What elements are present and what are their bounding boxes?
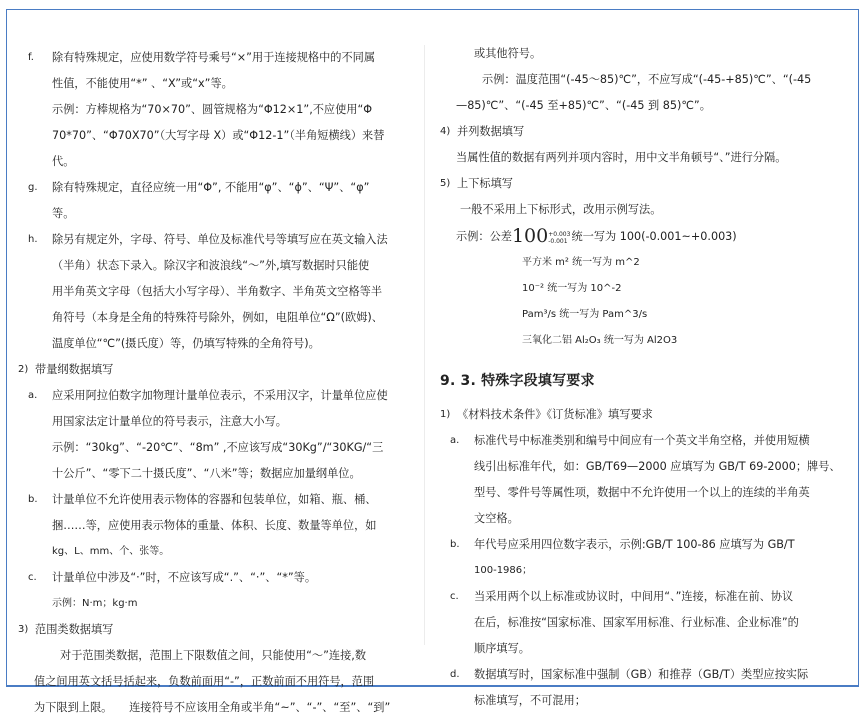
example-line: 示例：方棒规格为“70×70”、圆管规格为“Φ12×1”,不应使用“Φ xyxy=(52,103,373,116)
section-marker: 1) xyxy=(440,409,451,420)
text-line: 应采用阿拉伯数字加物理计量单位表示，不采用汉字，计量单位应使 xyxy=(52,389,388,402)
text-line: 等。 xyxy=(52,207,75,220)
example-label: 示例：公差 xyxy=(456,230,512,243)
list-marker: f. xyxy=(28,52,34,63)
example-line: 70*70”、“Φ70X70”（大写字母 X）或“Φ12-1”（半角短横线）来替 xyxy=(52,129,385,142)
example-line: 示例：“30kg”、“-20℃”、“8m” ,不应该写成“30Kg”/“30KG/“三 xyxy=(52,441,384,454)
tolerance-lower: -0.001 xyxy=(548,238,568,245)
section-3-body xyxy=(18,643,418,721)
list-marker: g. xyxy=(28,182,38,193)
section-marker: 5) xyxy=(440,178,451,189)
text-line: 温度单位“℃”(摄氏度）等，仍填写特殊的全角符号)。 xyxy=(52,337,320,350)
list-item-9-3-a xyxy=(440,428,845,532)
text-line: 计量单位中涉及“·”时，不应该写成“.”、“·”、“*”等。 xyxy=(52,571,317,584)
column-divider xyxy=(424,45,425,645)
text-line: 用半角英文字母（包括大小写字母）、半角数字、半角英文空格等半 xyxy=(52,285,383,298)
tolerance-limits xyxy=(548,231,570,245)
text-line: （半角）状态下录入。除汉字和波浪线“～”外,填写数据时只能使 xyxy=(52,259,370,272)
text-line: 当采用两个以上标准或协议时，中间用“、”连接，标准在前、协议 xyxy=(474,590,794,603)
right-column xyxy=(440,41,845,714)
text-line: 数据填写时，国家标准中强制（GB）和推荐（GB/T）类型应按实际 xyxy=(474,668,809,681)
range-example xyxy=(440,67,845,119)
list-item-f xyxy=(18,45,418,175)
list-marker: c. xyxy=(28,572,37,583)
example-line: 示例：温度范围“(-45～85)℃”，不应写成“(-45-+85)℃”、“(-45 xyxy=(482,73,812,86)
section-marker: 4) xyxy=(440,126,451,137)
section-title: 范围类数据填写 xyxy=(35,623,114,636)
example-line: 三氧化二铝 Al₂O₃ 统一写为 Al2O3 xyxy=(522,335,678,346)
text-line: 性值，不能使用“*” 、“X”或“x”等。 xyxy=(52,77,233,90)
section-title: 《材料技术条件》《订货标准》填写要求 xyxy=(457,408,653,421)
text-line: 对于范围类数据，范围上下限数值之间，只能使用“～”连接,数 xyxy=(60,649,367,662)
section-5-text: 一般不采用上下标形式，改用示例写法。 xyxy=(460,203,662,216)
text-line: 为下限到上限。 连接符号不应该用全角或半角“~”、“-”、“至”、“到” xyxy=(34,701,391,714)
text-line: 年代号应采用四位数字表示，示例:GB/T 100-86 应填写为 GB/T xyxy=(474,538,795,551)
list-item-g xyxy=(18,175,418,227)
list-marker: b. xyxy=(450,539,460,550)
section-5-heading xyxy=(440,171,845,197)
example-line: 十公斤”、“零下二十摄氏度”、“八米”等；数据应加量纲单位。 xyxy=(52,467,361,480)
text-line: 顺序填写。 xyxy=(474,642,530,655)
section-4-heading xyxy=(440,119,845,145)
list-item-9-3-b xyxy=(440,532,845,584)
list-marker: d. xyxy=(450,669,460,680)
tolerance-upper: +0.003 xyxy=(548,231,571,238)
text-line: 标准代号中标准类别和编号中间应有一个英文半角空格，并使用短横 xyxy=(474,434,810,447)
text-line: 计量单位不允许使用表示物体的容器和包装单位，如箱、瓶、桶、 xyxy=(52,493,377,506)
section-marker: 2) xyxy=(18,364,29,375)
text-line: 角符号（本身是全角的特殊符号除外，例如，电阻单位“Ω”(欧姆)、 xyxy=(52,311,383,324)
example-line: 示例：N·m；kg·m xyxy=(52,598,138,609)
list-item-9-3-d xyxy=(440,662,845,714)
section-marker: 3) xyxy=(18,624,29,635)
section-3-heading xyxy=(18,617,418,643)
section-title: 上下标填写 xyxy=(457,177,513,190)
tolerance-rest: 统一写为 100(-0.001~+0.003) xyxy=(571,230,737,243)
section-9-3-1-heading xyxy=(440,402,845,428)
list-item-2b xyxy=(18,487,418,565)
section-title: 带量纲数据填写 xyxy=(35,363,114,376)
list-marker: c. xyxy=(450,591,459,602)
text-line: 除有特殊规定，直径应统一用“Φ”, 不能用“φ”、“ϕ”、“Ψ”、“φ” xyxy=(52,181,370,194)
text-line: 捆……等，应使用表示物体的重量、体积、长度、数量等单位，如 xyxy=(52,519,377,532)
text-line: 用国家法定计量单位的符号表示，注意大小写。 xyxy=(52,415,287,428)
text-line: 标准填写，不可混用； xyxy=(474,694,586,707)
list-marker: a. xyxy=(28,390,38,401)
list-marker: b. xyxy=(28,494,38,505)
text-line: 文空格。 xyxy=(474,512,519,525)
list-item-2a xyxy=(18,383,418,487)
list-item-h xyxy=(18,227,418,357)
example-line: —85)℃”、“(-45 至+85)℃”、“(-45 到 85)℃”。 xyxy=(456,99,711,112)
left-column xyxy=(18,45,418,721)
text-line: 100-1986； xyxy=(474,565,533,576)
list-item-2c xyxy=(18,565,418,617)
section-2-heading xyxy=(18,357,418,383)
text-line: kg、L、mm、个、张等。 xyxy=(52,546,170,557)
example-line: 10⁻² 统一写为 10^-2 xyxy=(522,283,622,294)
example-line: Pam³/s 统一写为 Pam^3/s xyxy=(522,309,648,320)
list-marker: h. xyxy=(28,234,38,245)
text-line: 值之间用英文括号括起来，负数前面用“-”，正数前面不用符号，范围 xyxy=(34,675,375,688)
continuation-line: 或其他符号。 xyxy=(474,47,542,60)
section-heading-9-3: 9. 3. 特殊字段填写要求 xyxy=(440,373,595,389)
list-item-9-3-c xyxy=(440,584,845,662)
list-marker: a. xyxy=(450,435,460,446)
text-line: 在后，标准按“国家标准、国家军用标准、行业标准、企业标准”的 xyxy=(474,616,799,629)
section-4-text: 当属性值的数据有两列并项内容时，用中文半角顿号“、”进行分隔。 xyxy=(456,151,787,164)
text-line: 除有特殊规定，应使用数学符号乘号“×”用于连接规格中的不同属 xyxy=(52,51,376,64)
example-line: 代。 xyxy=(52,155,75,168)
section-title: 并列数据填写 xyxy=(457,125,525,138)
text-line: 除另有规定外，字母、符号、单位及标准代号等填写应在英文输入法 xyxy=(52,233,388,246)
tolerance-example xyxy=(440,223,845,250)
text-line: 线引出标准年代，如：GB/T69—2000 应填写为 GB/T 69-2000；牌号、 xyxy=(474,460,841,473)
tolerance-base: 100 xyxy=(511,225,549,247)
text-line: 型号、零件号等属性项，数据中不允许使用一个以上的连续的半角英 xyxy=(474,486,810,499)
example-line: 平方米 m² 统一写为 m^2 xyxy=(522,257,640,268)
